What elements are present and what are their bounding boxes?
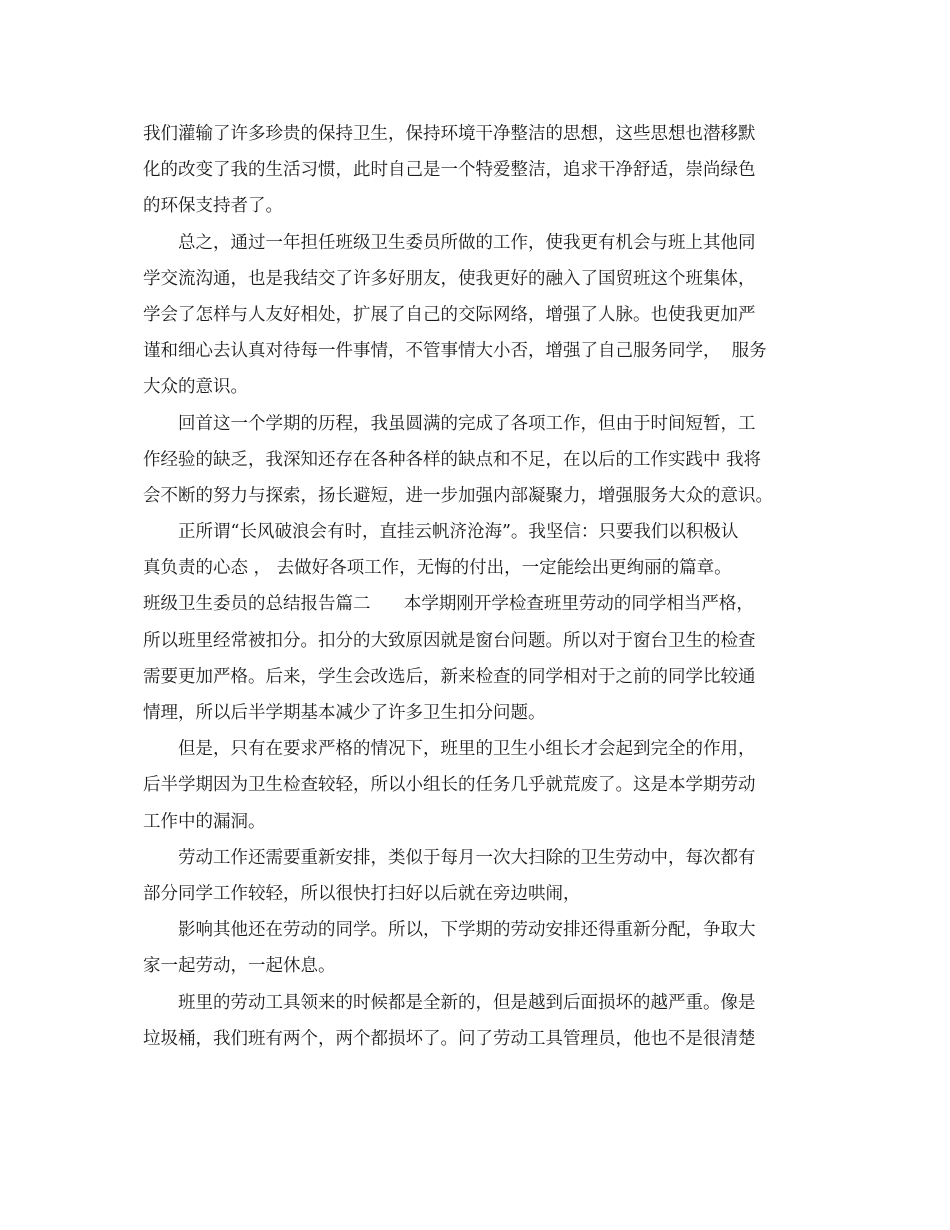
text-line: 班里的劳动工具领来的时候都是全新的，但是越到后面损坏的越严重。像是 [178,992,756,1013]
text-line: 学会了怎样与人友好相处，扩展了自己的交际网络，增强了人脉。也使我更加严 [143,304,756,325]
text-line: 垃圾桶，我们班有两个，两个都损坏了。问了劳动工具管理员，他也不是很清楚 [143,1028,756,1049]
text-line: 但是，只有在要求严格的情况下，班里的卫生小组长才会起到完全的作用， [178,739,756,760]
text-line: 所以班里经常被扣分。扣分的大致原因就是窗台问题。所以对于窗台卫生的检查 [143,630,756,651]
text-line: 学交流沟通，也是我结交了许多好朋友，使我更好的融入了国贸班这个班集体， [143,268,756,289]
text-line: 部分同学工作较轻，所以很快打扫好以后就在旁边哄闹， [143,883,581,904]
text-line: 真负责的心态 ， 去做好各项工作，无悔的付出，一定能绘出更绚丽的篇章。 [143,558,732,579]
text-line: 班级卫生委员的总结报告篇二 本学期刚开学检查班里劳动的同学相当严格， [143,594,754,615]
document-body [143,116,813,1057]
text-line: 作经验的缺乏，我深知还存在各种各样的缺点和不足，在以后的工作实践中 我将 [143,449,762,470]
text-line: 化的改变了我的生活习惯，此时自己是一个特爱整洁，追求干净舒适，崇尚绿色 [143,160,756,181]
text-line: 回首这一个学期的历程，我虽圆满的完成了各项工作，但由于时间短暂，工 [178,413,756,434]
text-line: 需要更加严格。后来，学生会改选后，新来检查的同学相对于之前的同学比较通 [143,666,756,687]
text-line: 我们灌输了许多珍贵的保持卫生，保持环境干净整洁的思想，这些思想也潜移默 [143,124,756,144]
text-line: 工作中的漏洞。 [143,811,266,832]
text-line: 劳动工作还需要重新安排，类似于每月一次大扫除的卫生劳动中，每次都有 [178,847,756,868]
text-line: 谨和细心去认真对待每一件事情，不管事情大小否，增强了自己服务同学， 服务 [143,341,767,362]
text-line: 正所谓“长风破浪会有时，直挂云帆济沧海”。我坚信：只要我们以积极认 [178,522,739,543]
text-line: 会不断的努力与探索，扬长避短，进一步加强内部凝聚力，增强服务大众的意识。 [143,485,773,506]
text-line: 后半学期因为卫生检查较轻，所以小组长的任务几乎就荒废了。这是本学期劳动 [143,775,756,796]
text-line: 大众的意识。 [143,377,248,398]
text-line: 的环保支持者了。 [143,196,283,217]
text-line: 家一起劳动，一起休息。 [143,956,336,977]
text-line: 总之，通过一年担任班级卫生委员所做的工作，使我更有机会与班上其他同 [178,232,756,253]
text-line: 情理，所以后半学期基本减少了许多卫生扣分问题。 [143,703,546,723]
text-line: 影响其他还在劳动的同学。所以，下学期的劳动安排还得重新分配，争取大 [178,920,756,941]
